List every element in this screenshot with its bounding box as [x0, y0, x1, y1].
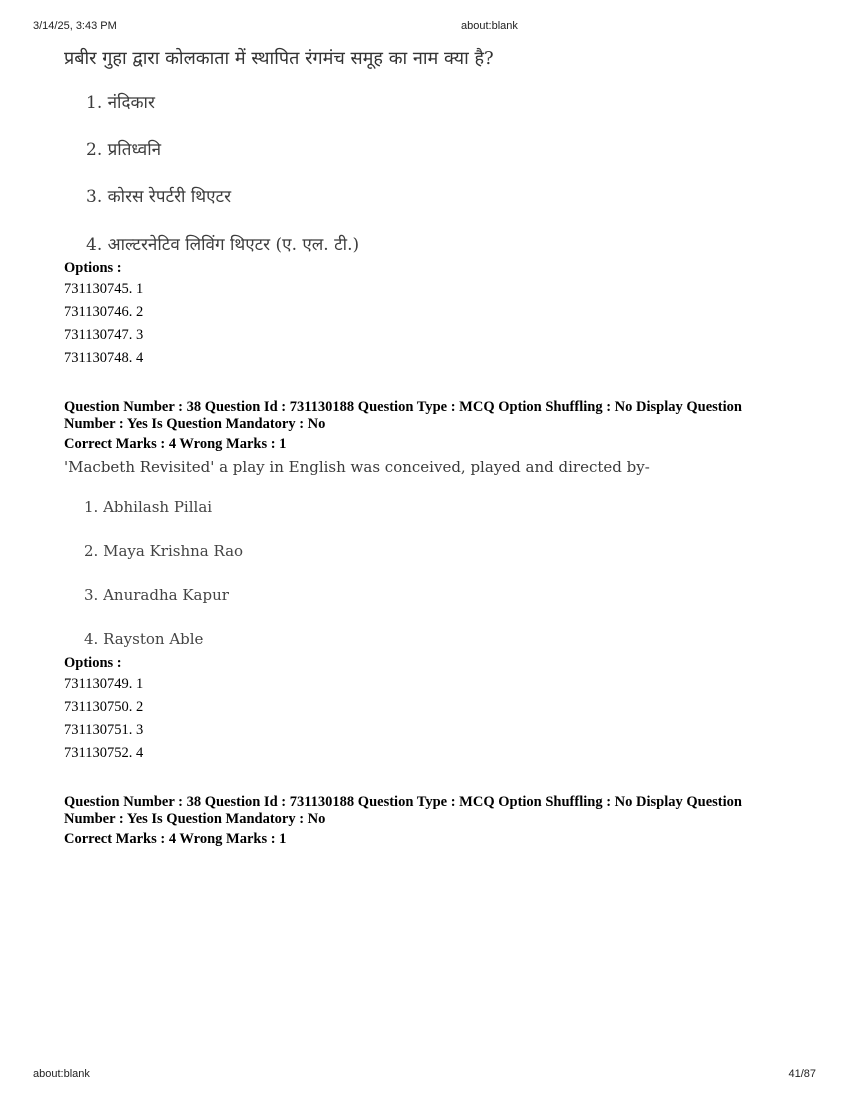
- q2-option-id-2: 731130750. 2: [64, 699, 144, 715]
- q1-option-id-4: 731130748. 4: [64, 350, 144, 366]
- q1-question-text: प्रबीर गुहा द्वारा कोलकाता में स्थापित रंगमंच समूह का नाम क्या है?: [64, 48, 494, 69]
- q2-option-id-1: 731130749. 1: [64, 676, 144, 692]
- q2-meta-line1: Question Number : 38 Question Id : 731130188 Question Type : MCQ Option Shuffling : No Display Question: [64, 399, 742, 415]
- q1-choice-2: 2. प्रतिध्वनि: [86, 140, 162, 160]
- q2-meta-line2: Number : Yes Is Question Mandatory : No: [64, 416, 326, 432]
- print-footer-url: about:blank: [33, 1068, 90, 1080]
- q1-option-id-2: 731130746. 2: [64, 304, 144, 320]
- print-datetime: 3/14/25, 3:43 PM: [33, 20, 117, 32]
- q3-marks: Correct Marks : 4 Wrong Marks : 1: [64, 831, 287, 847]
- q2-choice-2: 2. Maya Krishna Rao: [84, 542, 244, 560]
- q2-choice-3: 3. Anuradha Kapur: [84, 586, 229, 604]
- q2-option-id-3: 731130751. 3: [64, 722, 144, 738]
- q1-option-id-3: 731130747. 3: [64, 327, 144, 343]
- q3-meta-line2: Number : Yes Is Question Mandatory : No: [64, 811, 326, 827]
- print-page-number: 41/87: [788, 1068, 816, 1080]
- q2-choice-4: 4. Rayston Able: [84, 630, 204, 648]
- print-url: about:blank: [461, 20, 518, 32]
- q2-marks: Correct Marks : 4 Wrong Marks : 1: [64, 436, 287, 452]
- q1-options-label: Options :: [64, 260, 122, 276]
- q1-choice-1: 1. नंदिकार: [86, 93, 155, 113]
- q1-choice-3: 3. कोरस रेपर्टरी थिएटर: [86, 187, 232, 207]
- q3-meta-line1: Question Number : 38 Question Id : 731130188 Question Type : MCQ Option Shuffling : No Display Question: [64, 794, 742, 810]
- q2-option-id-4: 731130752. 4: [64, 745, 144, 761]
- q2-choice-1: 1. Abhilash Pillai: [84, 498, 213, 516]
- q2-question-text: 'Macbeth Revisited' a play in English was conceived, played and directed by-: [64, 458, 650, 476]
- q2-options-label: Options :: [64, 655, 122, 671]
- q1-choice-4: 4. आल्टरनेटिव लिविंग थिएटर (ए. एल. टी.): [86, 235, 360, 255]
- q1-option-id-1: 731130745. 1: [64, 281, 144, 297]
